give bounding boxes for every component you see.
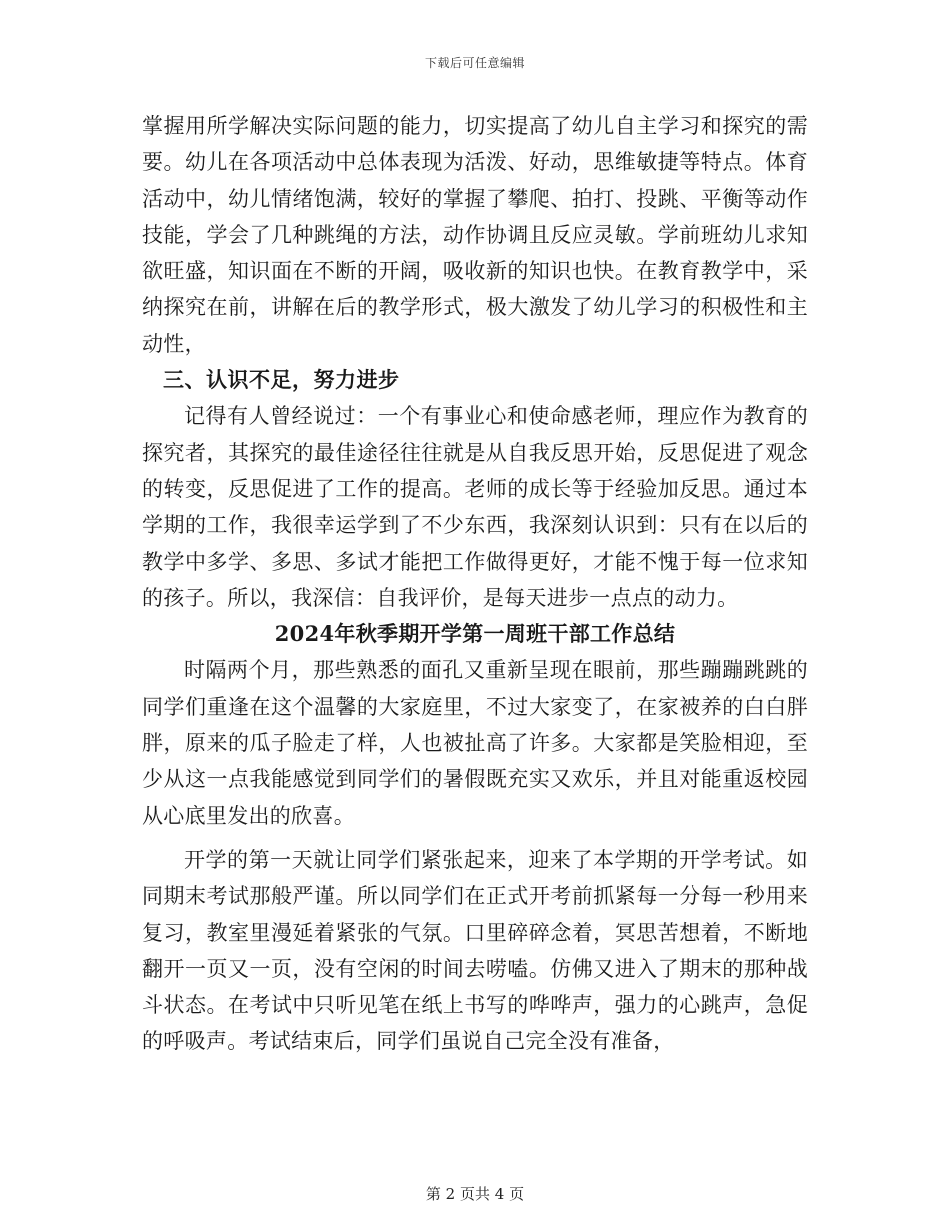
paragraph: 时隔两个月，那些熟悉的面孔又重新呈现在眼前，那些蹦蹦跳跳的同学们重逢在这个温馨的大家庭里，不过大家变了，在家被养的白白胖胖，原来的瓜子脸走了样，人也被扯高了许多。大家都是笑脸相迎，至少从这一点我能感觉到同学们的暑假既充实又欢乐，并且对能重返校园从心底里发出的欣喜。 [142, 658, 808, 828]
document-title: 2024年秋季期开学第一周班干部工作总结 [274, 621, 676, 647]
section-heading: 三、认识不足，努力进步 [163, 367, 400, 393]
paragraph-continued: 掌握用所学解决实际问题的能力，切实提高了幼儿自主学习和探究的需要。幼儿在各项活动中总体表现为活泼、好动，思维敏捷等特点。体育活动中，幼儿情绪饱满，较好的掌握了攀爬、拍打、投跳、平衡等动作技能，学会了几种跳绳的方法，动作协调且反应灵敏。学前班幼儿求知欲旺盛，知识面在不断的开阔，吸收新的知识也快。在教育教学中，采纳探究在前，讲解在后的教学形式，极大激发了幼儿学习的积极性和主动性， [142, 114, 808, 356]
document-body [142, 108, 808, 1060]
paragraph-gap [142, 834, 808, 842]
paragraph: 记得有人曾经说过：一个有事业心和使命感老师，理应作为教育的探究者，其探究的最佳途径往往就是从自我反思开始，反思促进了观念的转变，反思促进了工作的提高。老师的成长等于经验加反思。通过本学期的工作，我很幸运学到了不少东西，我深刻认识到：只有在以后的教学中多学、多思、多试才能把工作做得更好，才能不愧于每一位求知的孩子。所以，我深信：自我评价，是每天进步一点点的动力。 [142, 404, 808, 610]
page-number: 第 2 页共 4 页 [425, 1185, 525, 1203]
paragraph: 开学的第一天就让同学们紧张起来，迎来了本学期的开学考试。如同期末考试那般严谨。所以同学们在正式开考前抓紧每一分每一秒用来复习，教室里漫延着紧张的气氛。口里碎碎念着，冥思苦想着，不断地翻开一页又一页，没有空闲的时间去唠嗑。仿佛又进入了期末的那种战斗状态。在考试中只听见笔在纸上书写的哗哗声，强力的心跳声，急促的呼吸声。考试结束后，同学们虽说自己完全没有准备， [142, 847, 808, 1054]
header-note: 下载后可任意编辑 [424, 56, 525, 70]
